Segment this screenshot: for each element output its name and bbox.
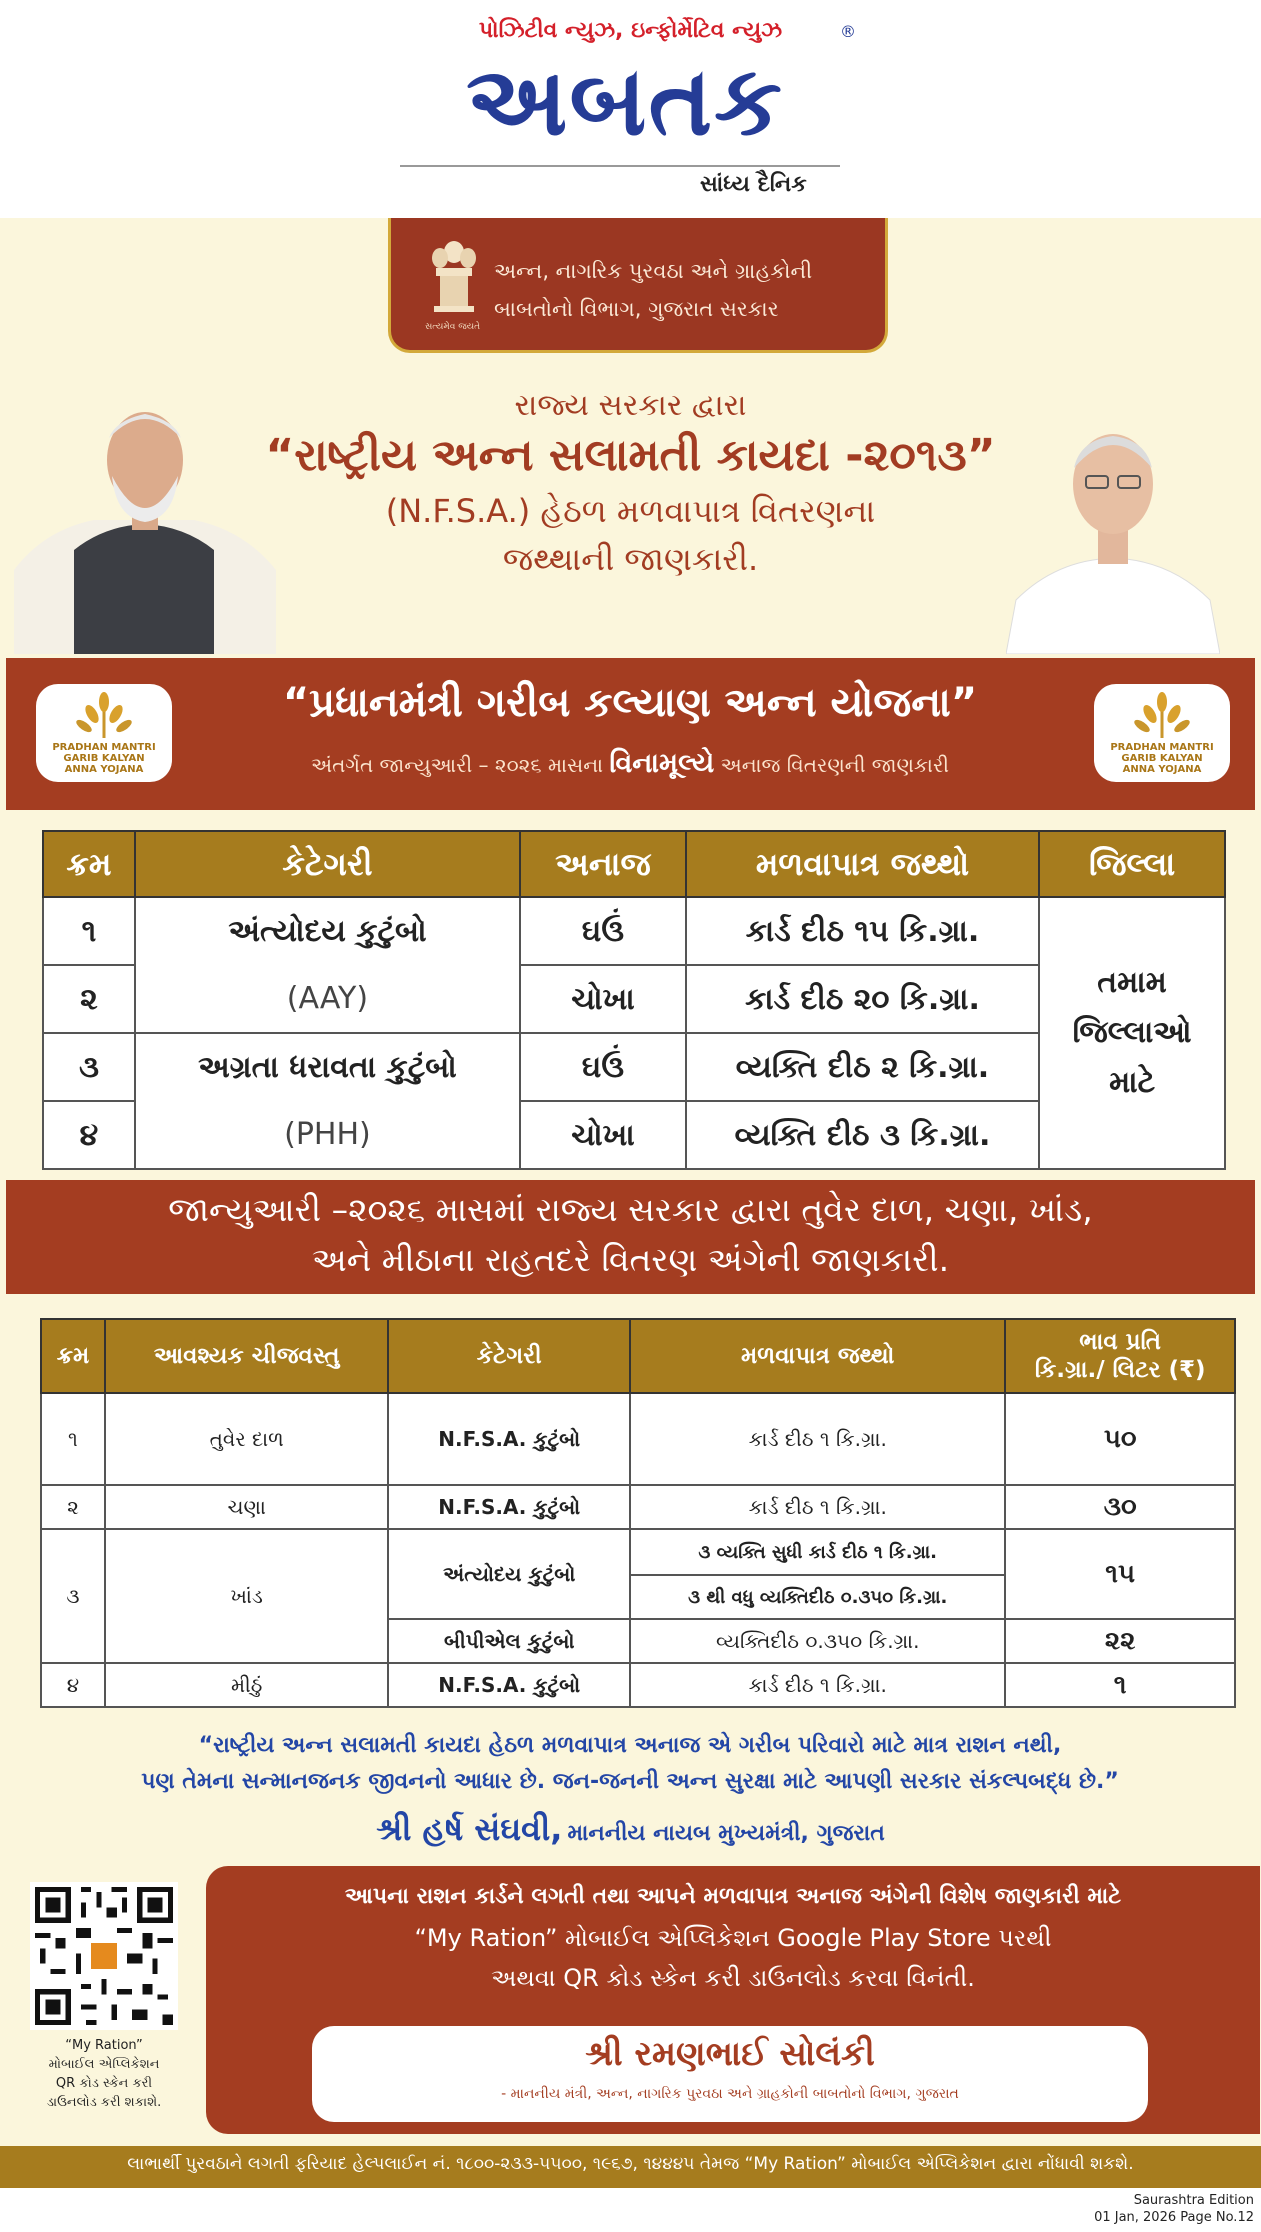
quantity-cell: ૩ વ્યક્તિ સુધી કાર્ડ દીઠ ૧ કિ.ગ્રા. — [630, 1529, 1005, 1575]
quantity-cell: વ્યક્તિદીઠ ૦.૩૫૦ કિ.ગ્રા. — [630, 1619, 1005, 1663]
row-number: ૪ — [43, 1101, 135, 1169]
grain-cell: ચોખા — [520, 965, 686, 1033]
ration-app-line-2: “My Ration” મોબાઈલ એપ્લિકેશન Google Play Store પરથી — [414, 1924, 1052, 1952]
wheat-icon — [1134, 692, 1190, 740]
logo-text-line: ANNA YOJANA — [64, 764, 144, 775]
category-cell: અંત્યોદય કુટુંબો — [135, 897, 520, 965]
scheme-subtitle-free: વિનામૂલ્યે — [609, 748, 715, 779]
heading-line-1: રાજ્ય સરકાર દ્વારા — [514, 388, 747, 423]
scheme-logo-text — [1094, 742, 1230, 775]
quantity-cell: કાર્ડ દીઠ ૨૦ કિ.ગ્રા. — [686, 965, 1039, 1033]
row-number: ૧ — [41, 1393, 105, 1485]
table-row — [41, 1663, 1235, 1707]
table-header: મળવાપાત્ર જથ્થો — [630, 1319, 1005, 1393]
scheme-logo-right — [1094, 684, 1230, 782]
edition-info — [1000, 2192, 1254, 2226]
category-cell: N.F.S.A. કુટુંબો — [388, 1663, 630, 1707]
district-line: તમામ — [1097, 965, 1167, 1000]
heading-line-3: (N.F.S.A.) હેઠળ મળવાપાત્ર વિતરણના — [385, 492, 876, 530]
qr-caption-line: “My Ration” — [65, 2038, 143, 2053]
department-line-2: બાબતોનો વિભાગ, ગુજરાત સરકાર — [494, 297, 779, 321]
table-header: ક્રમ — [41, 1319, 105, 1393]
scheme-logo-left — [36, 684, 172, 782]
masthead-logo: અબતક — [466, 45, 784, 157]
scheme-subtitle — [190, 748, 1070, 780]
category-cell: (PHH) — [135, 1101, 520, 1169]
logo-text-line: PRADHAN MANTRI — [1110, 742, 1214, 753]
logo-text-line: ANNA YOJANA — [1122, 764, 1202, 775]
item-cell: તુવેર દાળ — [105, 1393, 389, 1485]
table-header — [1005, 1319, 1235, 1393]
masthead-rule — [400, 165, 840, 167]
subsidy-table — [40, 1318, 1236, 1708]
emblem-caption: સત્યમેવ જયતે — [425, 322, 481, 332]
quote-author-role: માનનીય નાયબ મુખ્યમંત્રી, ગુજરાત — [567, 1821, 885, 1846]
masthead-subtitle: સાંધ્ય દૈનિક — [700, 172, 807, 197]
table-header: અનાજ — [520, 831, 686, 897]
subsidy-heading-line-2: અને મીઠાના રાહતદરે વિતરણ અંગેની જાણકારી. — [311, 1240, 950, 1279]
price-cell: ૨૨ — [1005, 1619, 1235, 1663]
price-header-line: કિ.ગ્રા./ લિટર (₹) — [1034, 1357, 1206, 1383]
masthead-tagline: પોઝિટીવ ન્યુઝ, ઇન્ફોર્મેટિવ ન્યુઝ — [478, 18, 783, 43]
scheme-subtitle-after: અનાજ વિતરણની જાણકારી — [720, 753, 950, 777]
row-number: ૪ — [41, 1663, 105, 1707]
category-cell: N.F.S.A. કુટુંબો — [388, 1393, 630, 1485]
price-cell: ૧ — [1005, 1663, 1235, 1707]
price-cell: ૧૫ — [1005, 1529, 1235, 1619]
price-cell: ૫૦ — [1005, 1393, 1235, 1485]
national-emblem-icon — [428, 238, 480, 322]
quote-line-1: “રાષ્ટ્રીય અન્ન સલામતી કાયદા હેઠળ મળવાપાત્ર અનાજ એ ગરીબ પરિવારો માટે માત્ર રાશન નથી, — [198, 1733, 1062, 1758]
table-row — [41, 1485, 1235, 1529]
grain-cell: ઘઉં — [520, 897, 686, 965]
quantity-cell: વ્યક્તિ દીઠ ૩ કિ.ગ્રા. — [686, 1101, 1039, 1169]
ration-app-line-1: આપના રાશન કાર્ડને લગતી તથા આપને મળવાપાત્ર અનાજ અંગેની વિશેષ જાણકારી માટે — [344, 1884, 1122, 1909]
item-cell: ચણા — [105, 1485, 389, 1529]
row-number: ૨ — [43, 965, 135, 1033]
row-number: ૩ — [43, 1033, 135, 1101]
table-header: કેટેગરી — [135, 831, 520, 897]
grain-cell: ઘઉં — [520, 1033, 686, 1101]
qr-caption — [14, 2036, 194, 2112]
district-line: માટે — [1109, 1065, 1156, 1100]
quantity-cell: ૩ થી વધુ વ્યક્તિદીઠ ૦.૩૫૦ કિ.ગ્રા. — [630, 1575, 1005, 1619]
quantity-cell: વ્યક્તિ દીઠ ૨ કિ.ગ્રા. — [686, 1033, 1039, 1101]
minister-name: શ્રી રમણભાઈ સોલંકી — [585, 2034, 875, 2074]
category-cell: અંત્યોદય કુટુંબો — [388, 1529, 630, 1619]
scheme-logo-text — [36, 742, 172, 775]
qr-code-icon[interactable] — [30, 1882, 178, 2030]
item-cell: ખાંડ — [105, 1529, 389, 1663]
quote-block — [40, 1728, 1220, 1800]
edition-date-page: 01 Jan, 2026 Page No.12 — [1094, 2210, 1254, 2225]
category-cell: બીપીએલ કુટુંબો — [388, 1619, 630, 1663]
district-cell — [1039, 897, 1225, 1169]
quantity-cell: કાર્ડ દીઠ ૧ કિ.ગ્રા. — [630, 1663, 1005, 1707]
heading-title: “રાષ્ટ્રીય અન્ન સલામતી કાયદા -૨૦૧૩” — [265, 430, 996, 481]
department-name — [494, 252, 864, 328]
quote-line-2: પણ તેમના સન્માનજનક જીવનનો આધાર છે. જન-જનની અન્ન સુરક્ષા માટે આપણી સરકાર સંકલ્પબદ્ધ છે.” — [141, 1769, 1119, 1794]
table-header: કેટેગરી — [388, 1319, 630, 1393]
logo-text-line: PRADHAN MANTRI — [52, 742, 156, 753]
heading-line-4: જથ્થાની જાણકારી. — [502, 540, 759, 578]
table-header: મળવાપાત્ર જથ્થો — [686, 831, 1039, 897]
table-row — [41, 1529, 1235, 1575]
category-cell: (AAY) — [135, 965, 520, 1033]
quantity-cell: કાર્ડ દીઠ ૧ કિ.ગ્રા. — [630, 1393, 1005, 1485]
helpline-text: લાભાર્થી પુરવઠાને લગતી ફરિયાદ હેલ્પલાઈન નં. ૧૮૦૦-૨૩૩-૫૫૦૦, ૧૯૬૭, ૧૪૪૪૫ તેમજ “My Ration” મોબાઈલ એપ્લિકેશન દ્વારા નોંધાવી શકશે. — [127, 2154, 1134, 2174]
registered-mark: ® — [840, 22, 856, 41]
ration-app-line-3: અથવા QR કોડ સ્કેન કરી ડાઉનલોડ કરવા વિનંતી. — [491, 1964, 975, 1992]
minister-role: - માનનીય મંત્રી, અન્ન, નાગરિક પુરવઠા અને ગ્રાહકોની બાબતોનો વિભાગ, ગુજરાત — [501, 2086, 959, 2102]
free-grain-table — [42, 830, 1226, 1170]
quote-signature — [0, 1810, 1261, 1849]
table-row — [41, 1393, 1235, 1485]
quantity-cell: કાર્ડ દીઠ ૧ કિ.ગ્રા. — [630, 1485, 1005, 1529]
table-row — [43, 897, 1225, 965]
row-number: ૧ — [43, 897, 135, 965]
price-header-line: ભાવ પ્રતિ — [1079, 1329, 1162, 1355]
price-cell: ૩૦ — [1005, 1485, 1235, 1529]
qr-caption-line: QR કોડ સ્કેન કરી — [55, 2076, 153, 2091]
logo-text-line: GARIB KALYAN — [1121, 753, 1203, 764]
subsidy-heading-line-1: જાન્યુઆરી –૨૦૨૬ માસમાં રાજ્ય સરકાર દ્વારા તુવેર દાળ, ચણા, ખાંડ, — [168, 1190, 1093, 1229]
district-line: જિલ્લાઓ — [1072, 1015, 1192, 1050]
row-number: ૨ — [41, 1485, 105, 1529]
qr-caption-line: મોબાઈલ એપ્લિકેશન — [48, 2057, 160, 2072]
quote-author-name: શ્રી હર્ષ સંઘવી, — [376, 1810, 563, 1848]
department-line-1: અન્ન, નાગરિક પુરવઠા અને ગ્રાહકોની — [494, 259, 813, 283]
item-cell: મીઠું — [105, 1663, 389, 1707]
quantity-cell: કાર્ડ દીઠ ૧૫ કિ.ગ્રા. — [686, 897, 1039, 965]
scheme-subtitle-before: અંતર્ગત જાન્યુઆરી – ૨૦૨૬ માસના — [310, 753, 603, 777]
table-header: જિલ્લા — [1039, 831, 1225, 897]
wheat-icon — [76, 692, 132, 740]
qr-caption-line: ડાઉનલોડ કરી શકાશે. — [46, 2095, 162, 2110]
edition-name: Saurashtra Edition — [1133, 2193, 1254, 2208]
table-header: ક્રમ — [43, 831, 135, 897]
category-cell: N.F.S.A. કુટુંબો — [388, 1485, 630, 1529]
row-number: ૩ — [41, 1529, 105, 1663]
grain-cell: ચોખા — [520, 1101, 686, 1169]
table-header: આવશ્યક ચીજવસ્તુ — [105, 1319, 389, 1393]
scheme-title: “પ્રધાનમંત્રી ગરીબ કલ્યાણ અન્ન યોજના” — [282, 680, 978, 726]
logo-text-line: GARIB KALYAN — [63, 753, 145, 764]
category-cell: અગ્રતા ધરાવતા કુટુંબો — [135, 1033, 520, 1101]
